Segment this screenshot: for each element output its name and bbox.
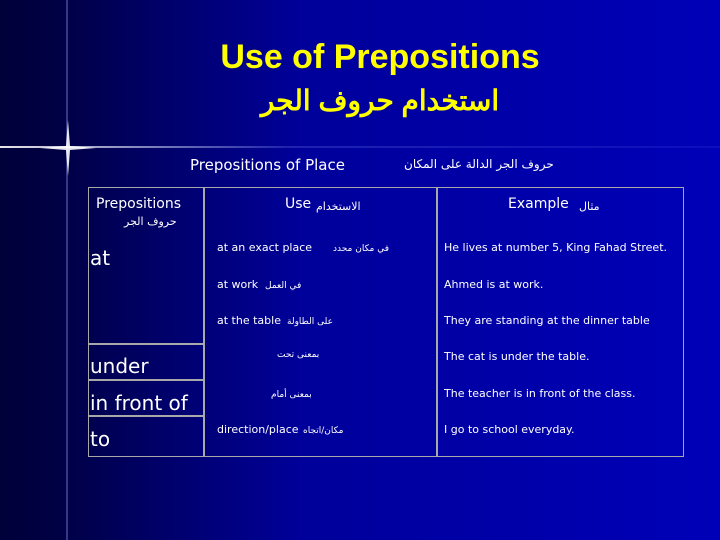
- decorative-horizontal-line: [0, 146, 720, 148]
- use-text: direction/place: [217, 423, 299, 436]
- header-prepositions: Prepositions: [96, 196, 182, 212]
- header-prepositions-arabic: حروف الجر: [124, 215, 177, 228]
- use-text: at an exact place: [217, 241, 313, 254]
- decorative-vertical-line: [66, 0, 68, 540]
- example-text: Ahmed is at work.: [444, 278, 544, 291]
- sparkle-icon: [40, 120, 96, 176]
- preposition-in-front-of: in front of: [90, 391, 188, 415]
- section-heading: Prepositions of Place: [190, 156, 345, 174]
- use-text-arabic: مكان/اتجاه: [303, 426, 344, 436]
- use-text-arabic: في مكان محدد: [333, 244, 390, 254]
- example-text: He lives at number 5, King Fahad Street.: [444, 241, 668, 254]
- example-text: I go to school everyday.: [444, 423, 575, 436]
- slide-title-arabic: استخدام حروف الجر: [260, 85, 500, 116]
- use-text-arabic: في العمل: [265, 281, 302, 291]
- use-text: at work: [217, 278, 259, 291]
- use-text-arabic: بمعنى أمام: [271, 390, 312, 400]
- section-heading-arabic: حروف الجر الدالة على المكان: [404, 157, 554, 171]
- header-example-arabic: مثال: [579, 200, 600, 213]
- use-text-arabic: على الطاولة: [287, 317, 333, 327]
- preposition-at: at: [90, 246, 111, 270]
- example-text: They are standing at the dinner table: [444, 314, 650, 327]
- header-example: Example: [508, 196, 569, 212]
- header-use: Use: [285, 196, 312, 212]
- preposition-to: to: [90, 427, 111, 451]
- use-text: at the table: [217, 314, 281, 327]
- example-text: The cat is under the table.: [444, 350, 590, 363]
- example-text: The teacher is in front of the class.: [444, 387, 636, 400]
- slide-title: Use of Prepositions: [220, 38, 540, 76]
- preposition-under: under: [90, 354, 149, 378]
- use-text-arabic: بمعنى تحت: [277, 350, 320, 360]
- header-use-arabic: الاستخدام: [316, 200, 361, 213]
